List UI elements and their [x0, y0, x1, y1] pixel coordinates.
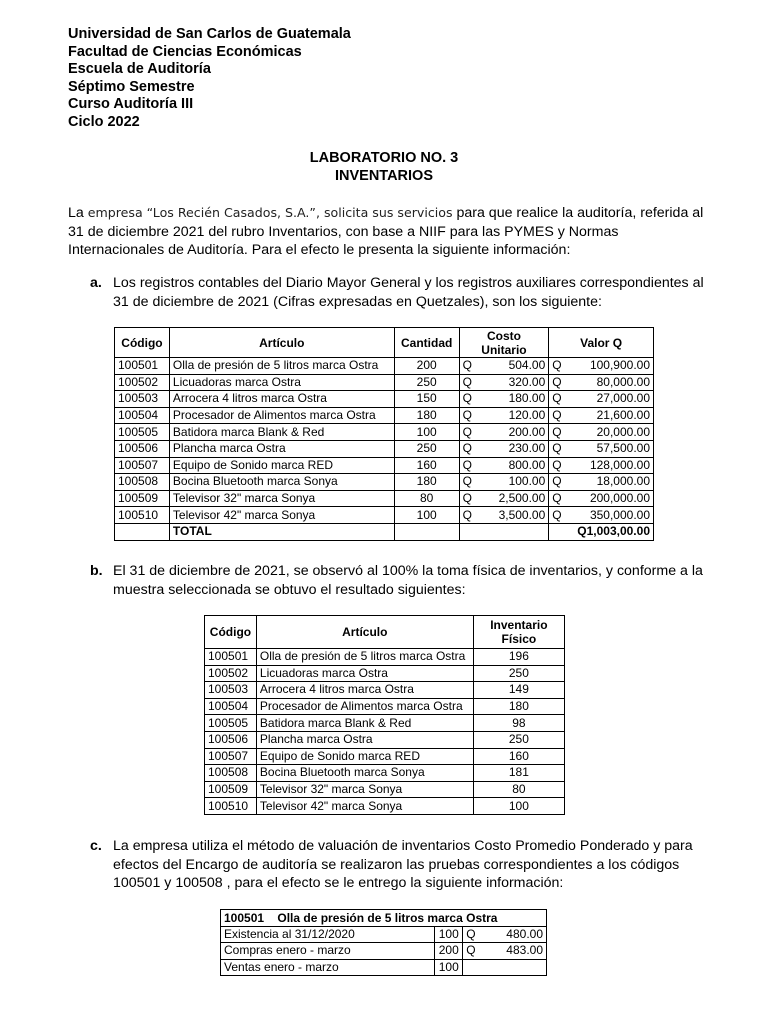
document-header	[68, 26, 351, 132]
cell-codigo: 100505	[115, 424, 170, 441]
valuation-table-title: 100501 Olla de presión de 5 litros marca Ostra	[221, 910, 547, 927]
table-row	[205, 765, 565, 782]
cell-cantidad: 200	[394, 358, 459, 375]
cell-costo-currency: Q	[459, 440, 479, 457]
cell-cantidad: 100	[435, 926, 463, 943]
cell-inventario-fisico: 180	[473, 698, 564, 715]
cell-valor: 480.00	[483, 926, 547, 943]
cell-inventario-fisico: 250	[473, 731, 564, 748]
cell-costo-currency: Q	[459, 474, 479, 491]
cell-valor: 350,000.00	[569, 507, 654, 524]
cell-currency: Q	[463, 943, 483, 960]
cell-costo-unitario: 120.00	[479, 407, 549, 424]
cell-valor-currency: Q	[549, 374, 569, 391]
table-row	[205, 731, 565, 748]
cell-codigo: 100507	[205, 748, 257, 765]
cell-valor-currency: Q	[549, 507, 569, 524]
cell-valor: 57,500.00	[569, 440, 654, 457]
table-row	[115, 457, 654, 474]
table-row	[115, 490, 654, 507]
physical-inventory-table	[204, 615, 565, 815]
cell-concepto: Ventas enero - marzo	[221, 959, 435, 976]
topic-title: INVENTARIOS	[334, 168, 434, 184]
cell-costo-unitario: 200.00	[479, 424, 549, 441]
table-row	[205, 715, 565, 732]
document-titles	[0, 149, 768, 185]
cell-valor: 27,000.00	[569, 391, 654, 408]
cell-articulo: Televisor 32" marca Sonya	[256, 781, 473, 798]
cell-codigo: 100503	[205, 682, 257, 699]
cell-articulo: Licuadoras marca Ostra	[256, 665, 473, 682]
cell-articulo: Olla de presión de 5 litros marca Ostra	[256, 649, 473, 666]
cell-codigo: 100510	[115, 507, 170, 524]
cell-cantidad: 80	[394, 490, 459, 507]
cell-costo-currency: Q	[459, 358, 479, 375]
cell-cantidad: 150	[394, 391, 459, 408]
table-row	[205, 748, 565, 765]
cell-concepto: Existencia al 31/12/2020	[221, 926, 435, 943]
total-label: TOTAL	[169, 523, 394, 540]
cell-cantidad: 200	[435, 943, 463, 960]
cell-inventario-fisico: 196	[473, 649, 564, 666]
cell-codigo: 100506	[115, 440, 170, 457]
cell-inventario-fisico: 181	[473, 765, 564, 782]
cell-articulo: Arrocera 4 litros marca Ostra	[256, 682, 473, 699]
cell-valor: 80,000.00	[569, 374, 654, 391]
cell-valor: 20,000.00	[569, 424, 654, 441]
cell-currency	[463, 959, 483, 976]
cell-valor: 21,600.00	[569, 407, 654, 424]
cell-cantidad: 180	[394, 407, 459, 424]
cell-cantidad: 100	[394, 507, 459, 524]
cell-codigo: 100510	[205, 798, 257, 815]
cell-valor	[483, 959, 547, 976]
cell-articulo: Equipo de Sonido marca RED	[256, 748, 473, 765]
table-row	[205, 698, 565, 715]
cell-articulo: Bocina Bluetooth marca Sonya	[169, 474, 394, 491]
intro-post: para que realice la auditoría, referida al 31 de diciembre 2021 del rubro Inventarios, con base a NIIF para las PYMES y Normas Internacionales de Auditoría. Para el efecto le presenta la siguiente información:	[68, 205, 704, 258]
cell-inventario-fisico: 100	[473, 798, 564, 815]
cell-costo-unitario: 100.00	[479, 474, 549, 491]
header-codigo: Código	[115, 328, 170, 358]
header-valor: Valor Q	[549, 328, 654, 358]
cell-costo-currency: Q	[459, 391, 479, 408]
cell-valor: 483.00	[483, 943, 547, 960]
cell-inventario-fisico: 250	[473, 665, 564, 682]
section-a-letter: a.	[90, 275, 102, 291]
cell-valor-currency: Q	[549, 407, 569, 424]
cell-cantidad: 100	[435, 959, 463, 976]
cell-codigo: 100501	[115, 358, 170, 375]
table-row	[205, 682, 565, 699]
cell-valor: 18,000.00	[569, 474, 654, 491]
cell-valor-currency: Q	[549, 424, 569, 441]
cell-codigo: 100504	[115, 407, 170, 424]
cell-costo-unitario: 230.00	[479, 440, 549, 457]
cell-articulo: Arrocera 4 litros marca Ostra	[169, 391, 394, 408]
table-row	[115, 374, 654, 391]
cell-valor: 128,000.00	[569, 457, 654, 474]
cell-cantidad: 160	[394, 457, 459, 474]
cell-cantidad: 250	[394, 374, 459, 391]
table-row	[115, 440, 654, 457]
cell-articulo: Equipo de Sonido marca RED	[169, 457, 394, 474]
table-row	[221, 959, 547, 976]
total-empty-cell	[394, 523, 459, 540]
table-row	[221, 943, 547, 960]
cell-codigo: 100503	[115, 391, 170, 408]
cell-codigo: 100501	[205, 649, 257, 666]
cell-articulo: Procesador de Alimentos marca Ostra	[256, 698, 473, 715]
cell-articulo: Televisor 42" marca Sonya	[169, 507, 394, 524]
section-a-text: Los registros contables del Diario Mayor General y los registros auxiliares correspondientes al 31 de diciembre de 2021 (Cifras expresadas en Quetzales), son los siguiente:	[113, 275, 704, 310]
cell-cantidad: 100	[394, 424, 459, 441]
cell-codigo: 100505	[205, 715, 257, 732]
cell-valor-currency: Q	[549, 457, 569, 474]
cell-codigo: 100502	[205, 665, 257, 682]
table-row	[115, 391, 654, 408]
cell-costo-unitario: 504.00	[479, 358, 549, 375]
cell-costo-unitario: 2,500.00	[479, 490, 549, 507]
cell-articulo: Procesador de Alimentos marca Ostra	[169, 407, 394, 424]
cell-costo-currency: Q	[459, 407, 479, 424]
semester: Séptimo Semestre	[68, 78, 195, 95]
total-value: Q1,003,00.00	[549, 523, 654, 540]
cell-articulo: Batidora marca Blank & Red	[169, 424, 394, 441]
section-b-text: El 31 de diciembre de 2021, se observó al 100% la toma física de inventarios, y conforme a la muestra seleccionada se obtuvo el resultado siguientes:	[113, 563, 703, 598]
cell-cantidad: 250	[394, 440, 459, 457]
cell-inventario-fisico: 160	[473, 748, 564, 765]
total-empty-cell	[459, 523, 549, 540]
cell-valor-currency: Q	[549, 391, 569, 408]
table-row	[115, 474, 654, 491]
section-c-text: La empresa utiliza el método de valuación de inventarios Costo Promedio Ponderado y para efectos del Encargo de auditoría se realizaron las pruebas correspondientes a los códigos 100501 y 100508 , para el efecto se le entrego la siguiente información:	[113, 838, 693, 891]
section-c-letter: c.	[90, 838, 102, 854]
section-b-letter: b.	[90, 563, 103, 579]
cell-concepto: Compras enero - marzo	[221, 943, 435, 960]
intro-company: empresa “Los Recién Casados, S.A.”, solicita sus servicios	[87, 205, 453, 220]
cell-codigo: 100508	[205, 765, 257, 782]
section-b	[90, 562, 704, 599]
table-row	[221, 926, 547, 943]
cell-valor-currency: Q	[549, 490, 569, 507]
table-row	[115, 507, 654, 524]
cell-cantidad: 180	[394, 474, 459, 491]
cell-costo-currency: Q	[459, 507, 479, 524]
cycle: Ciclo 2022	[68, 113, 140, 130]
cell-valor: 200,000.00	[569, 490, 654, 507]
cell-articulo: Olla de presión de 5 litros marca Ostra	[169, 358, 394, 375]
cell-articulo: Bocina Bluetooth marca Sonya	[256, 765, 473, 782]
cell-articulo: Batidora marca Blank & Red	[256, 715, 473, 732]
header-articulo: Artículo	[169, 328, 394, 358]
table-row	[205, 781, 565, 798]
cell-codigo: 100506	[205, 731, 257, 748]
accounting-records-table	[114, 327, 654, 541]
table-row	[205, 665, 565, 682]
school-name: Escuela de Auditoría	[68, 61, 211, 78]
total-empty-cell	[115, 523, 170, 540]
header-cantidad: Cantidad	[394, 328, 459, 358]
cell-codigo: 100509	[205, 781, 257, 798]
cell-costo-unitario: 3,500.00	[479, 507, 549, 524]
university-name: Universidad de San Carlos de Guatemala	[68, 26, 351, 42]
lab-title: LABORATORIO NO. 3	[309, 150, 459, 166]
cell-valor-currency: Q	[549, 440, 569, 457]
course-name: Curso Auditoría III	[68, 96, 194, 113]
cell-costo-unitario: 180.00	[479, 391, 549, 408]
intro-paragraph	[68, 204, 704, 260]
intro-pre: La	[68, 205, 88, 221]
cell-costo-unitario: 800.00	[479, 457, 549, 474]
cell-articulo: Plancha marca Ostra	[256, 731, 473, 748]
cell-codigo: 100509	[115, 490, 170, 507]
cell-articulo: Licuadoras marca Ostra	[169, 374, 394, 391]
cell-costo-unitario: 320.00	[479, 374, 549, 391]
header-articulo: Artículo	[256, 616, 473, 649]
cell-codigo: 100504	[205, 698, 257, 715]
table-row	[115, 424, 654, 441]
cell-valor: 100,900.00	[569, 358, 654, 375]
cell-valor-currency: Q	[549, 358, 569, 375]
header-codigo: Código	[205, 616, 257, 649]
section-c	[90, 837, 704, 893]
table-row	[205, 798, 565, 815]
table-row	[115, 358, 654, 375]
cell-inventario-fisico: 98	[473, 715, 564, 732]
cell-valor-currency: Q	[549, 474, 569, 491]
header-costo-unitario: Costo Unitario	[459, 328, 549, 358]
cell-articulo: Televisor 42" marca Sonya	[256, 798, 473, 815]
table-row	[115, 407, 654, 424]
header-inventario-fisico: Inventario Físico	[473, 616, 564, 649]
faculty-name: Facultad de Ciencias Económicas	[68, 43, 302, 60]
cell-costo-currency: Q	[459, 374, 479, 391]
cell-costo-currency: Q	[459, 457, 479, 474]
table-row	[205, 649, 565, 666]
section-a	[90, 274, 704, 311]
cell-articulo: Plancha marca Ostra	[169, 440, 394, 457]
cell-currency: Q	[463, 926, 483, 943]
cell-costo-currency: Q	[459, 490, 479, 507]
valuation-table	[220, 909, 547, 976]
cell-codigo: 100508	[115, 474, 170, 491]
cell-inventario-fisico: 149	[473, 682, 564, 699]
cell-codigo: 100507	[115, 457, 170, 474]
cell-inventario-fisico: 80	[473, 781, 564, 798]
cell-codigo: 100502	[115, 374, 170, 391]
cell-costo-currency: Q	[459, 424, 479, 441]
cell-articulo: Televisor 32" marca Sonya	[169, 490, 394, 507]
